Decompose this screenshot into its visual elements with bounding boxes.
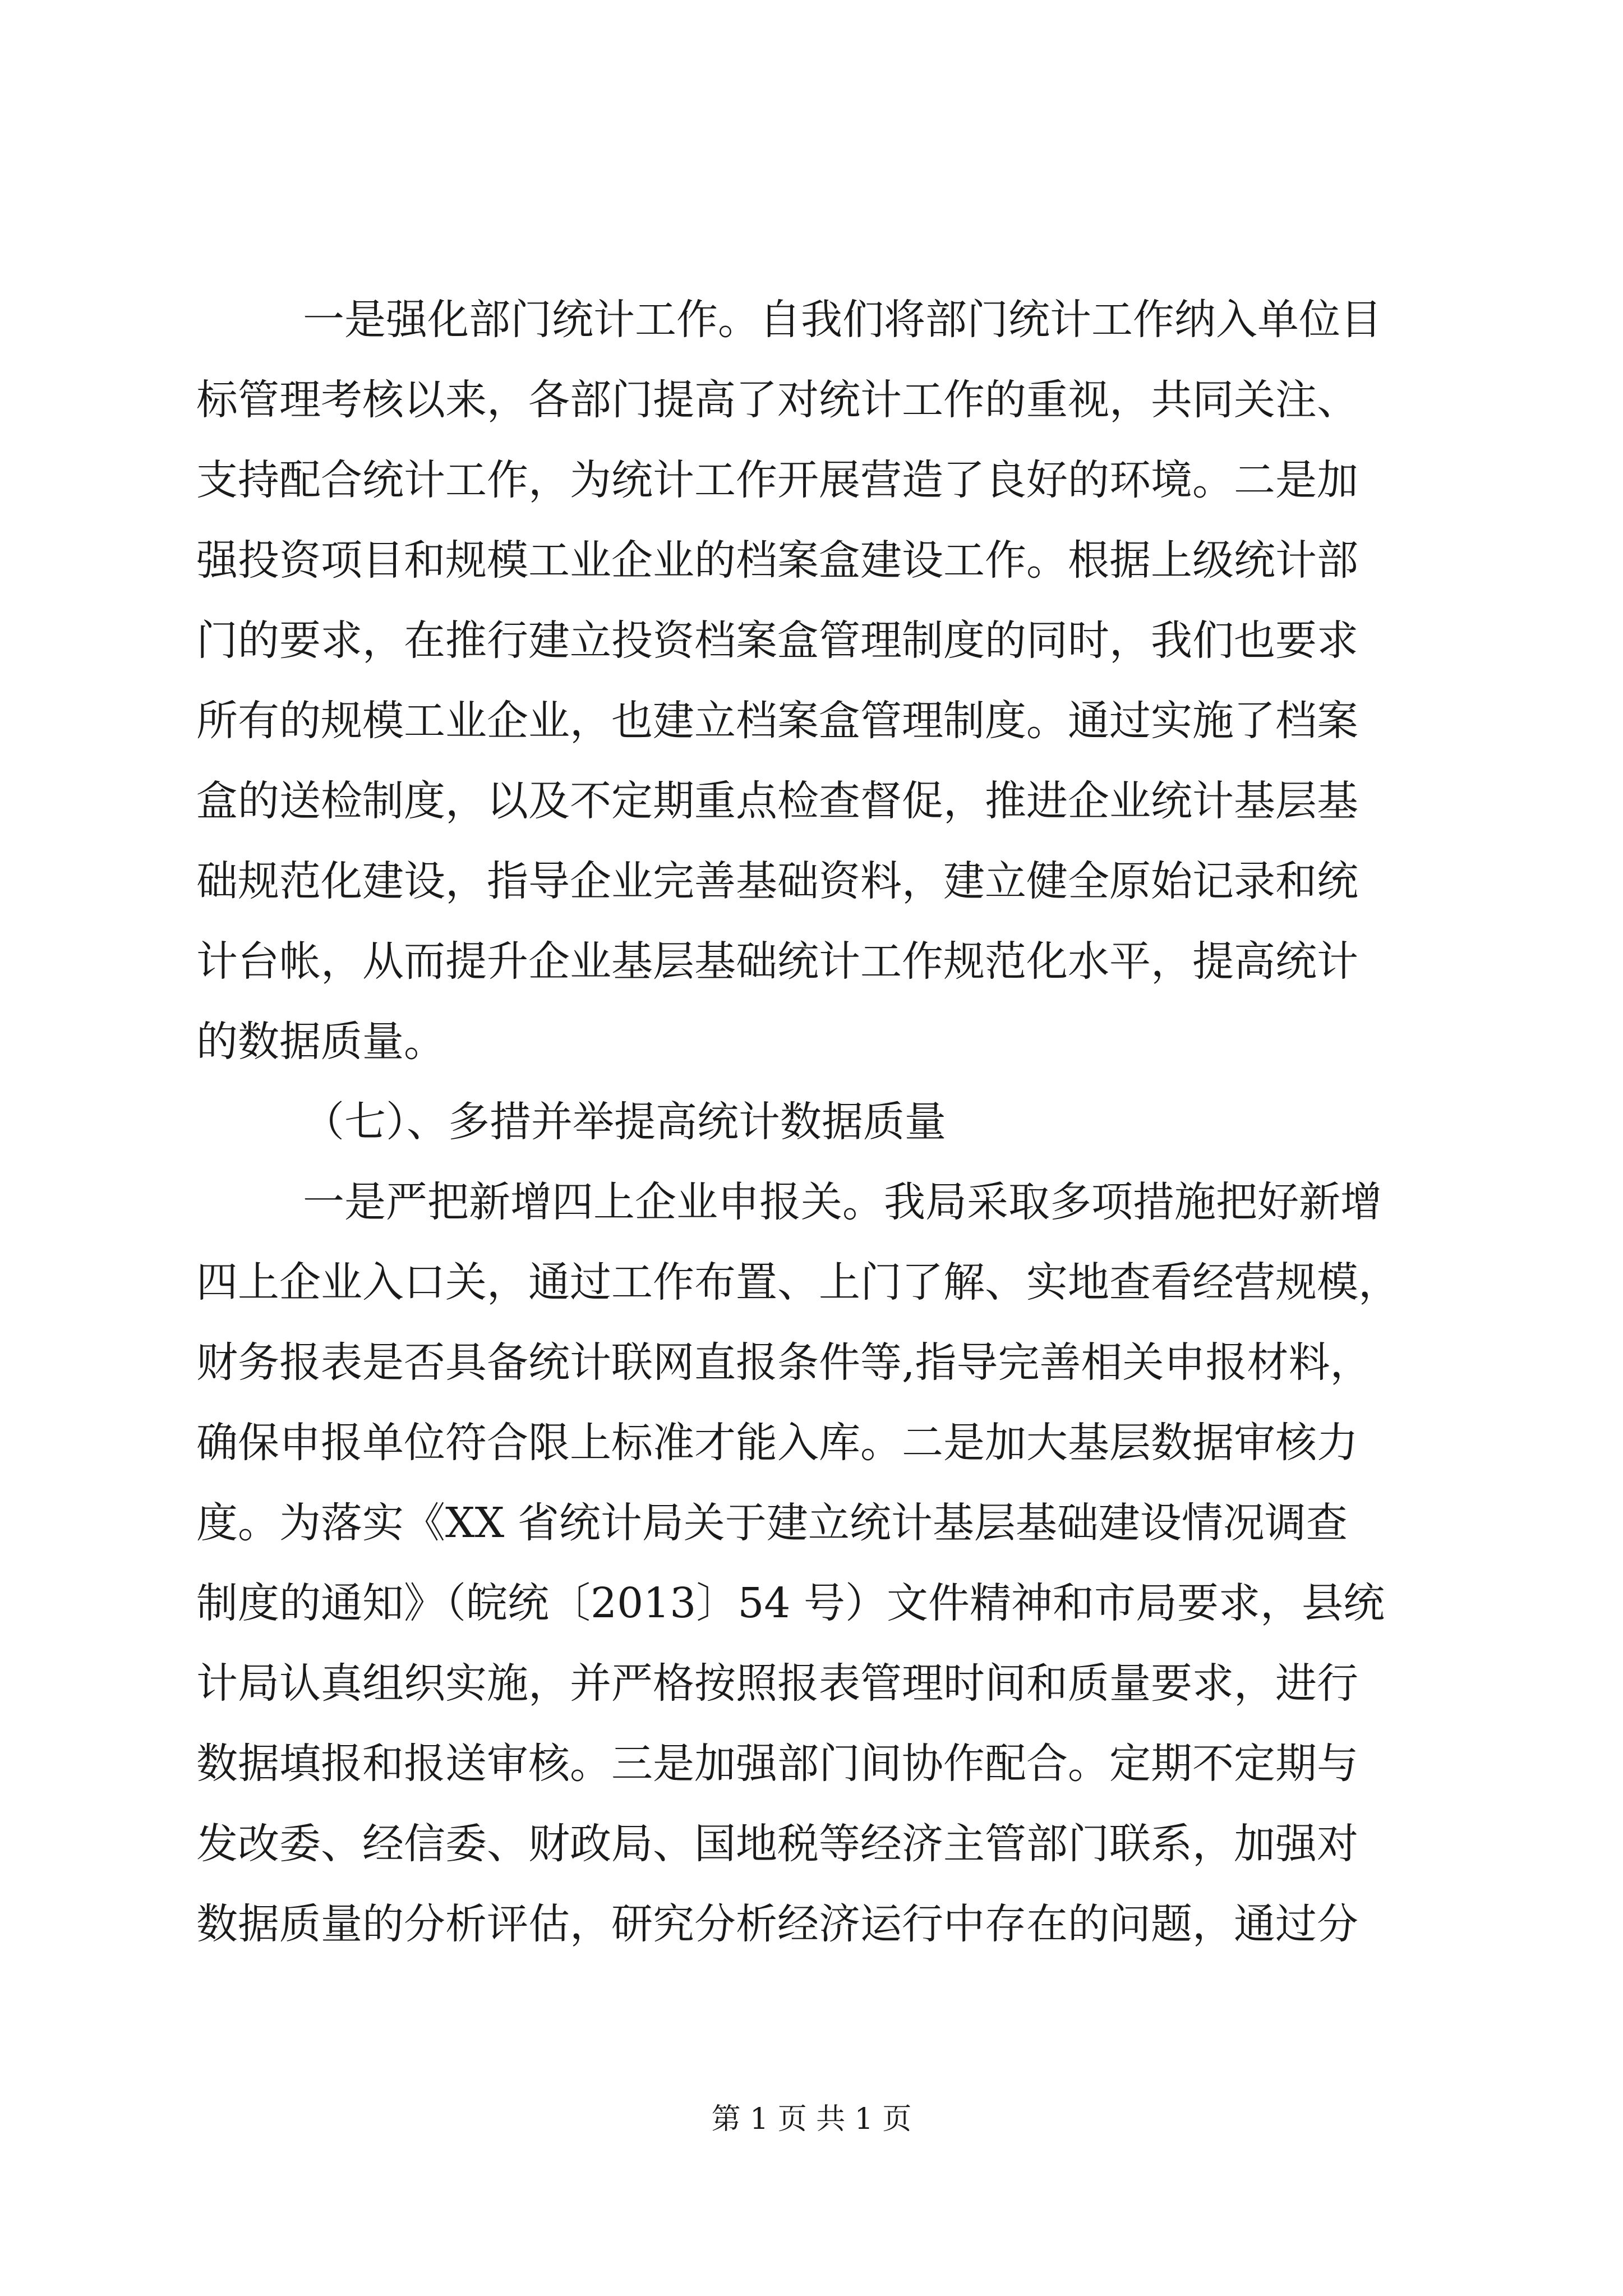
text-line: 四上企业入口关，通过工作布置、上门了解、实地查看经营规模， xyxy=(196,1258,1400,1306)
text-line: 的数据质量。 xyxy=(196,1018,445,1066)
text-line: 一是强化部门统计工作。自我们将部门统计工作纳入单位目 xyxy=(303,296,1382,344)
text-line: 盒的送检制度，以及不定期重点检查督促，推进企业统计基层基 xyxy=(196,777,1358,825)
text-line: 制度的通知》（皖统〔2013〕54 号）文件精神和市局要求，县统 xyxy=(196,1579,1385,1627)
text-line: 标管理考核以来，各部门提高了对统计工作的重视，共同关注、 xyxy=(196,376,1358,424)
text-line: 门的要求，在推行建立投资档案盒管理制度的同时，我们也要求 xyxy=(196,616,1358,665)
text-line: 所有的规模工业企业，也建立档案盒管理制度。通过实施了档案 xyxy=(196,697,1358,745)
text-line: 确保申报单位符合限上标准才能入库。二是加大基层数据审核力 xyxy=(196,1419,1358,1467)
text-line: 数据填报和报送审核。三是加强部门间协作配合。定期不定期与 xyxy=(196,1740,1358,1788)
text-line: 发改委、经信委、财政局、国地税等经济主管部门联系，加强对 xyxy=(196,1820,1358,1868)
text-line: 数据质量的分析评估，研究分析经济运行中存在的问题，通过分 xyxy=(196,1900,1358,1948)
text-line: 计台帐，从而提升企业基层基础统计工作规范化水平，提高统计 xyxy=(196,937,1358,986)
text-line: 支持配合统计工作，为统计工作开展营造了良好的环境。二是加 xyxy=(196,456,1358,504)
text-line: 度。为落实《XX 省统计局关于建立统计基层基础建设情况调查 xyxy=(196,1499,1348,1547)
text-line: 强投资项目和规模工业企业的档案盒建设工作。根据上级统计部 xyxy=(196,536,1358,585)
text-line: 一是严把新增四上企业申报关。我局采取多项措施把好新增 xyxy=(303,1178,1382,1226)
page-footer: 第 1 页 共 1 页 xyxy=(711,2102,912,2136)
text-line: 财务报表是否具备统计联网直报条件等,指导完善相关申报材料， xyxy=(196,1338,1372,1387)
text-line: 计局认真组织实施，并严格按照报表管理时间和质量要求，进行 xyxy=(196,1659,1358,1708)
section-heading: （七）、多措并举提高统计数据质量 xyxy=(303,1098,946,1146)
text-line: 础规范化建设，指导企业完善基础资料，建立健全原始记录和统 xyxy=(196,857,1358,905)
